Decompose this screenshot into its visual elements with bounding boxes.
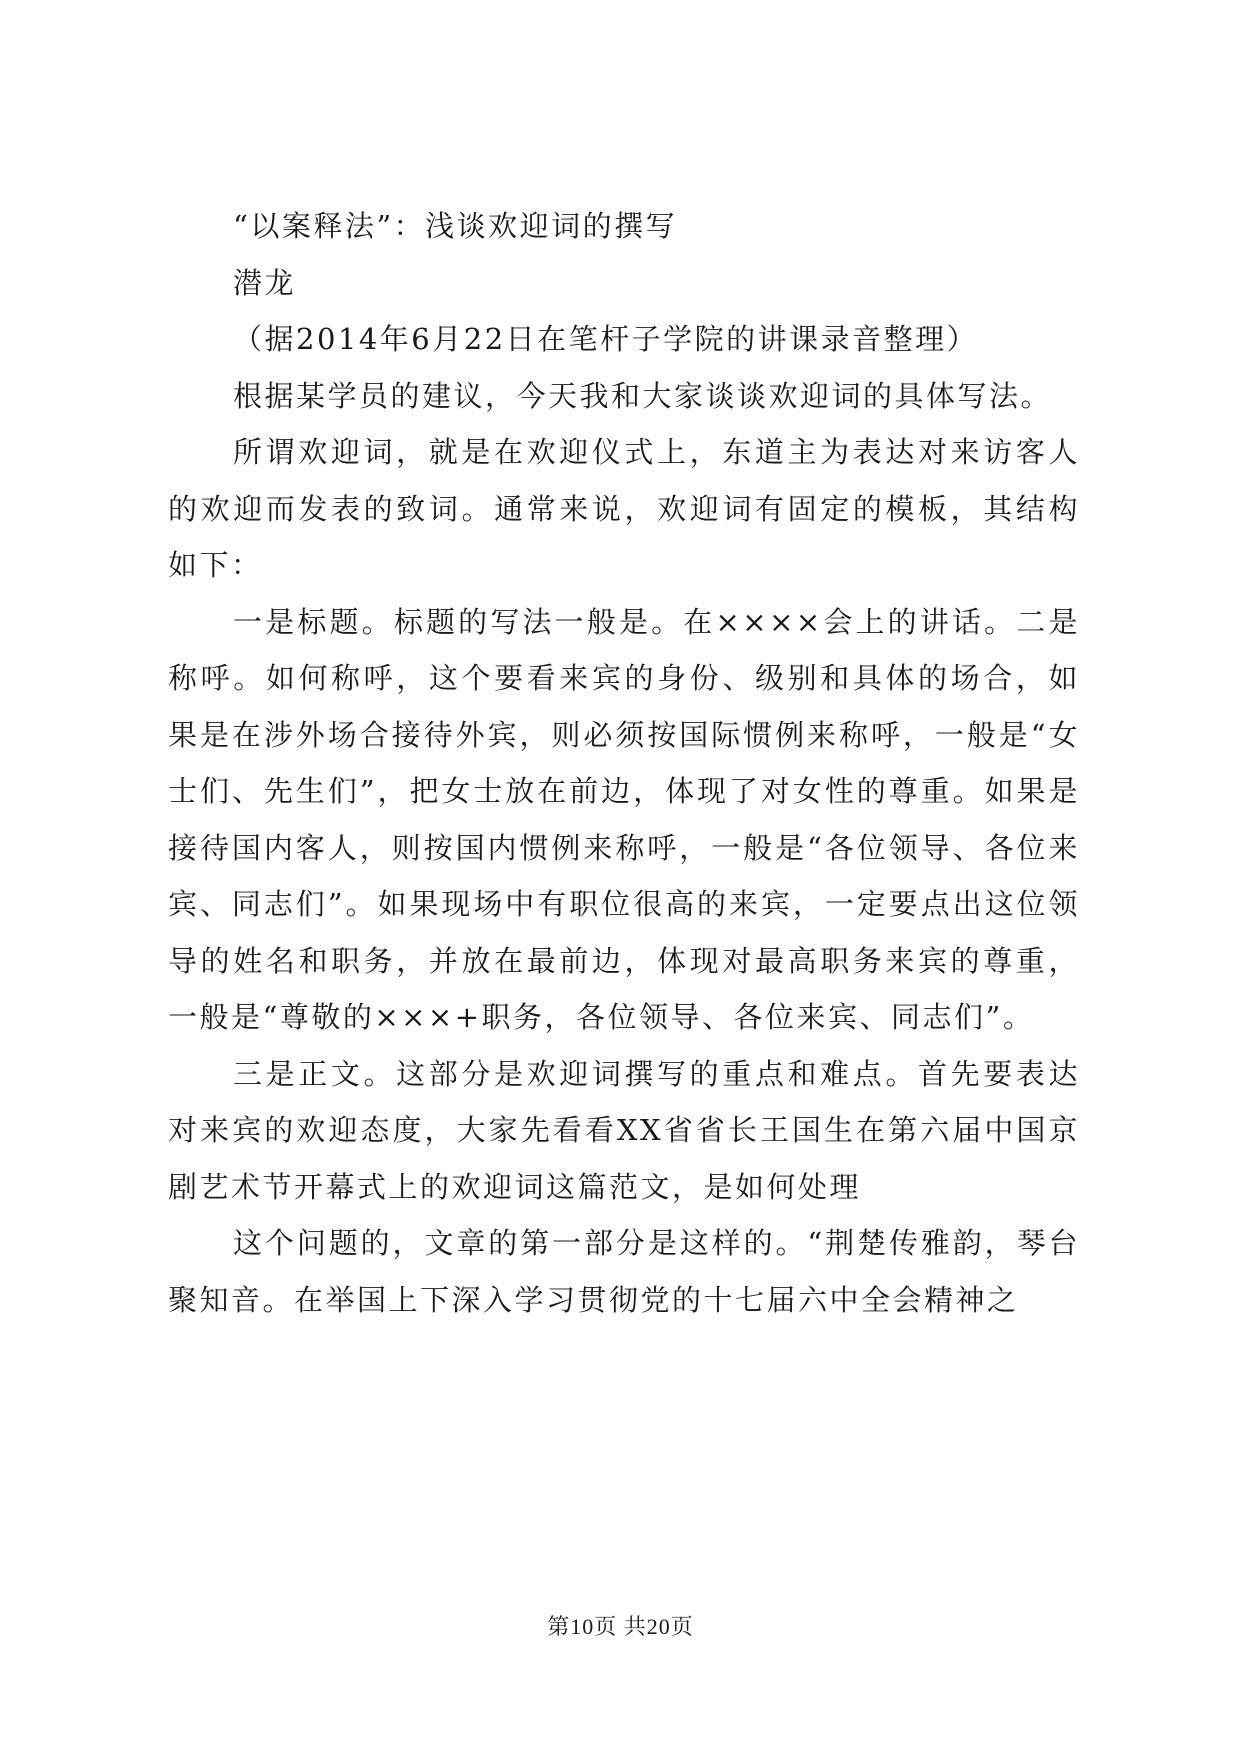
paragraph-3: 一是标题。标题的写法一般是。在××××会上的讲话。二是称呼。如何称呼，这个要看来宾的身份、级别和具体的场合，如果是在涉外场合接待外宾，则必须按国际惯例来称呼，一般是“女士们、先生们”，把女士放在前边，体现了对女性的尊重。如果是接待国内客人，则按国内惯例来称呼，一般是“各位领导、各位来宾、同志们”。如果现场中有职位很高的来宾，一定要点出这位领导的姓名和职务，并放在最前边，体现对最高职务来宾的尊重，一般是“尊敬的×××+职务，各位领导、各位来宾、同志们”。 (168, 604, 1080, 1034)
document-title: “以案释法”：浅谈欢迎词的撰写 (233, 209, 678, 243)
author-name: 潜龙 (233, 265, 297, 300)
paragraph-4: 三是正文。这部分是欢迎词撰写的重点和难点。首先要表达对来宾的欢迎态度，大家先看看XX省省长王国生在第六届中国京剧艺术节开幕式上的欢迎词这篇范文，是如何处理 (168, 1056, 1080, 1204)
document-body (168, 198, 1080, 1328)
source-note: （据2014年6月22日在笔杆子学院的讲课录音整理） (233, 322, 979, 356)
paragraph-5: 这个问题的，文章的第一部分是这样的。“荆楚传雅韵，琴台聚知音。在举国上下深入学习贯彻党的十七届六中全会精神之 (168, 1226, 1080, 1317)
paragraph-2: 所谓欢迎词，就是在欢迎仪式上，东道主为表达对来访客人的欢迎而发表的致词。通常来说，欢迎词有固定的模板，其结构如下： (168, 435, 1080, 582)
paragraph-1: 根据某学员的建议，今天我和大家谈谈欢迎词的具体写法。 (233, 378, 1053, 413)
page-number: 第10页 共20页 (547, 1614, 694, 1639)
